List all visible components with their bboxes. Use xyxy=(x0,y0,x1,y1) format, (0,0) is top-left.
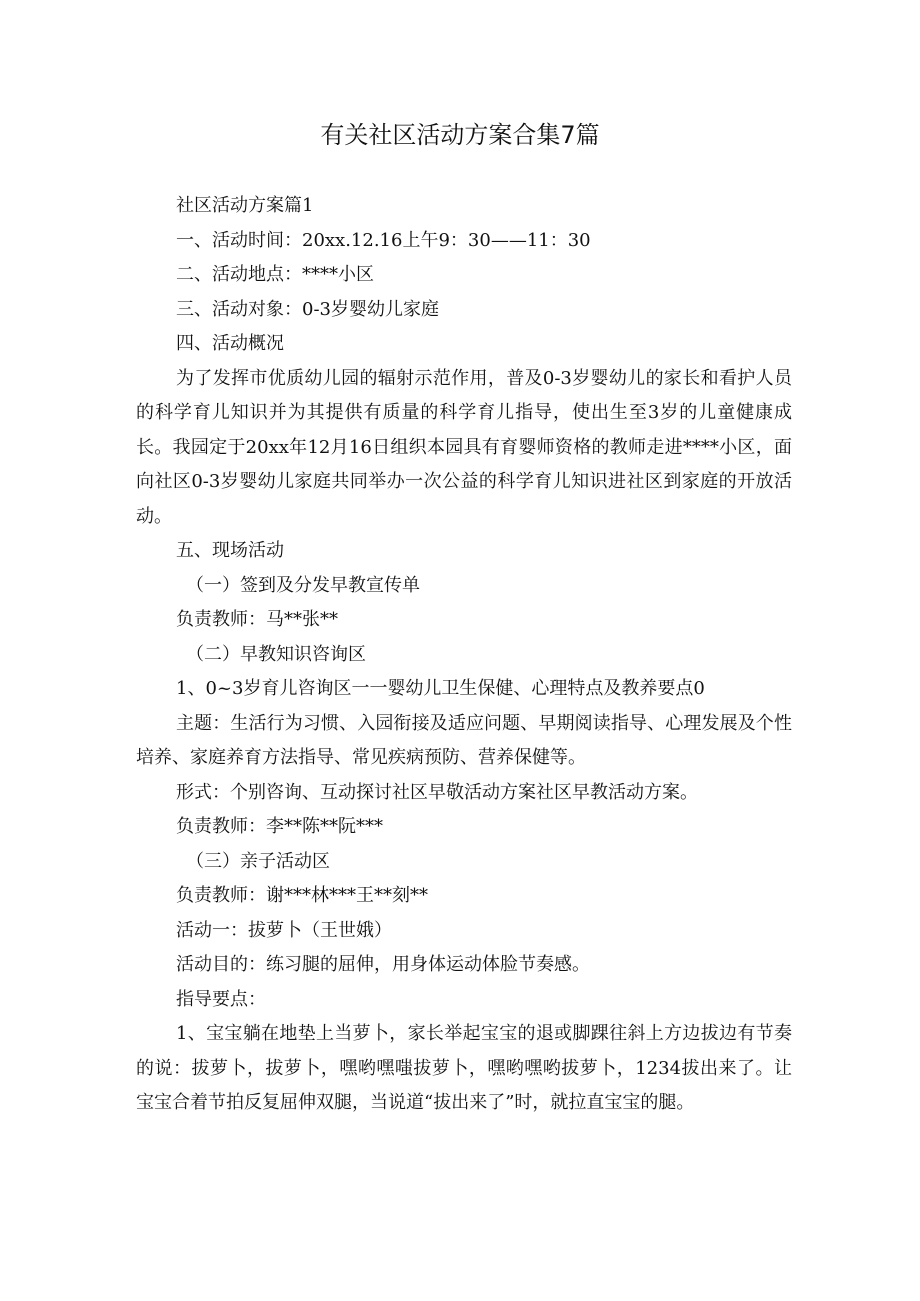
teacher-line-2: 负责教师：李**陈**阮*** xyxy=(176,816,383,837)
subsection-parent-child: （三）亲子活动区 xyxy=(186,850,330,872)
onsite-activity-heading: 五、现场活动 xyxy=(176,540,284,561)
document-body xyxy=(136,189,792,1121)
overview-paragraph: 为了发挥市优质幼儿园的辐射示范作用，普及0-3岁婴幼儿的家长和看护人员的科学育儿知识并为其提供有质量的科学育儿指导，使出生至3岁的儿童健康成长。我园定于20xx年12月16日组织本园具有育婴师资格的教师走进****小区，面向社区0-3岁婴幼儿家庭共同举办一次公益的科学育儿知识进社区到家庭的开放活动。 xyxy=(136,367,792,527)
theme-paragraph: 主题：生活行为习惯、入园衔接及适应问题、早期阅读指导、心理发展及个性培养、家庭养育方法指导、常见疾病预防、营养保健等。 xyxy=(136,712,792,768)
teacher-line-3: 负责教师：谢***林***王**刻** xyxy=(176,885,428,906)
activity-goal: 活动目的：练习腿的屈伸，用身体运动体脸节奏感。 xyxy=(176,954,590,975)
subsection-signin: （一）签到及分发早教宣传单 xyxy=(186,574,420,596)
document-title: 有关社区活动方案合集7篇 xyxy=(320,121,600,149)
activity-one: 活动一：拔萝卜（王世娥） xyxy=(176,919,392,941)
teacher-line-1: 负责教师：马**张** xyxy=(176,609,338,630)
subsection-consult: （二）早教知识咨询区 xyxy=(186,643,366,665)
guide-heading: 指导要点： xyxy=(176,988,266,1010)
consult-item-1: 1、0~3岁育儿咨询区一一婴幼儿卫生保健、心理特点及教养要点0 xyxy=(176,678,705,699)
guide-paragraph: 1、宝宝躺在地垫上当萝卜，家长举起宝宝的退或脚踝往斜上方边拔边有节奏的说：拔萝卜，拔萝卜，嘿哟嘿嗤拔萝卜，嘿哟嘿哟拔萝卜，1234拔出来了。让宝宝合着节拍反复屈伸双腿，当说道“拔出来了”时，就拉直宝宝的腿。 xyxy=(136,1023,792,1113)
activity-time: 一、活动时间：20xx.12.16上午9：30——11：30 xyxy=(176,229,591,251)
activity-overview-heading: 四、活动概况 xyxy=(176,333,284,354)
form-line: 形式：个别咨询、互动探讨社区早敬活动方案社区早教活动方案。 xyxy=(176,781,698,803)
activity-audience: 三、活动对象：0-3岁婴幼儿家庭 xyxy=(176,298,439,320)
activity-location: 二、活动地点：****小区 xyxy=(176,264,374,285)
section-heading: 社区活动方案篇1 xyxy=(176,195,314,216)
